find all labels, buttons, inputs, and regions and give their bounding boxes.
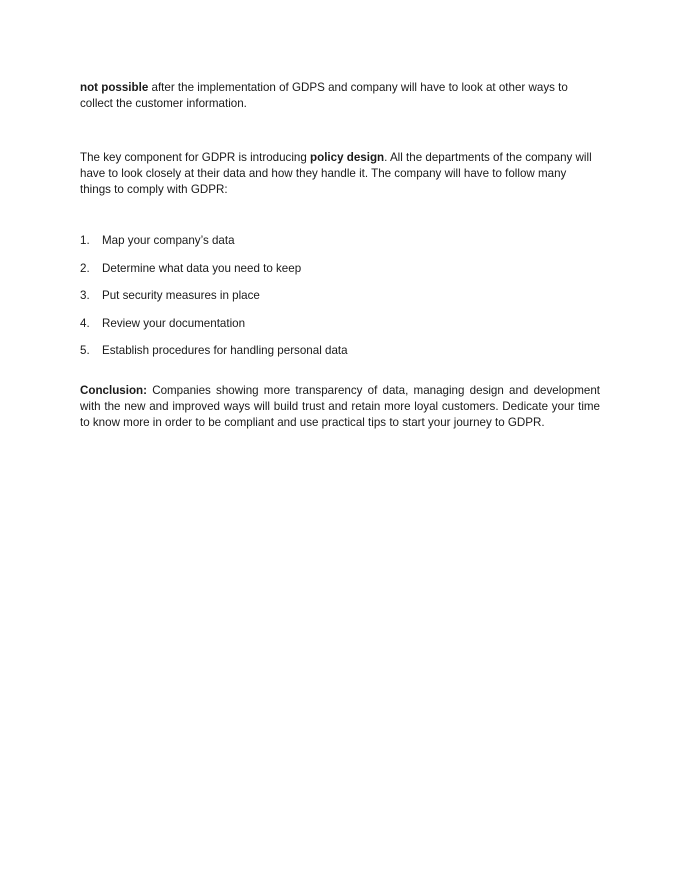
bold-term-policy-design: policy design: [310, 151, 385, 164]
paragraph-text: after the implementation of GDPS and company will have to look at other ways to collect the customer information.: [80, 81, 568, 110]
paragraph-gdps-impact: [80, 80, 600, 112]
paragraph-policy-design: [80, 150, 600, 198]
list-item-text: Determine what data you need to keep: [102, 261, 302, 275]
list-item-text: Establish procedures for handling personal data: [102, 344, 348, 357]
paragraph-conclusion: [80, 383, 600, 431]
list-item-number: 5.: [80, 344, 90, 357]
list-item-number: 1.: [80, 234, 90, 247]
list-item-text: Review your documentation: [102, 316, 246, 330]
list-item: [80, 343, 600, 359]
list-item-number: 2.: [80, 261, 90, 275]
list-item: [80, 261, 600, 277]
list-item-text: Map your company’s data: [102, 234, 235, 247]
steps-list-container: [80, 233, 600, 359]
list-item-text: Put security measures in place: [102, 289, 260, 302]
conclusion-text: Companies showing more transparency of data, managing design and development with the new and improved ways will build trust and retain more loyal customers. Dedicate your time to know more in order to be compliant and use practical tips to start your journey to GDPR.: [80, 384, 600, 429]
conclusion-label: Conclusion:: [80, 384, 147, 397]
list-item: [80, 316, 600, 332]
paragraph-text-before: The key component for GDPR is introducing: [80, 151, 311, 164]
paragraph-text-after: . All the departments of the company will have to look closely at their data and how they handle it. The company will have to follow many things to comply with GDPR:: [80, 151, 592, 196]
list-item-number: 4.: [80, 316, 90, 330]
bold-lead-text: not possible: [80, 81, 149, 94]
list-item: [80, 233, 600, 249]
steps-list: [80, 233, 600, 359]
list-item-number: 3.: [80, 289, 90, 302]
document-body: [80, 80, 600, 431]
list-item: [80, 288, 600, 304]
